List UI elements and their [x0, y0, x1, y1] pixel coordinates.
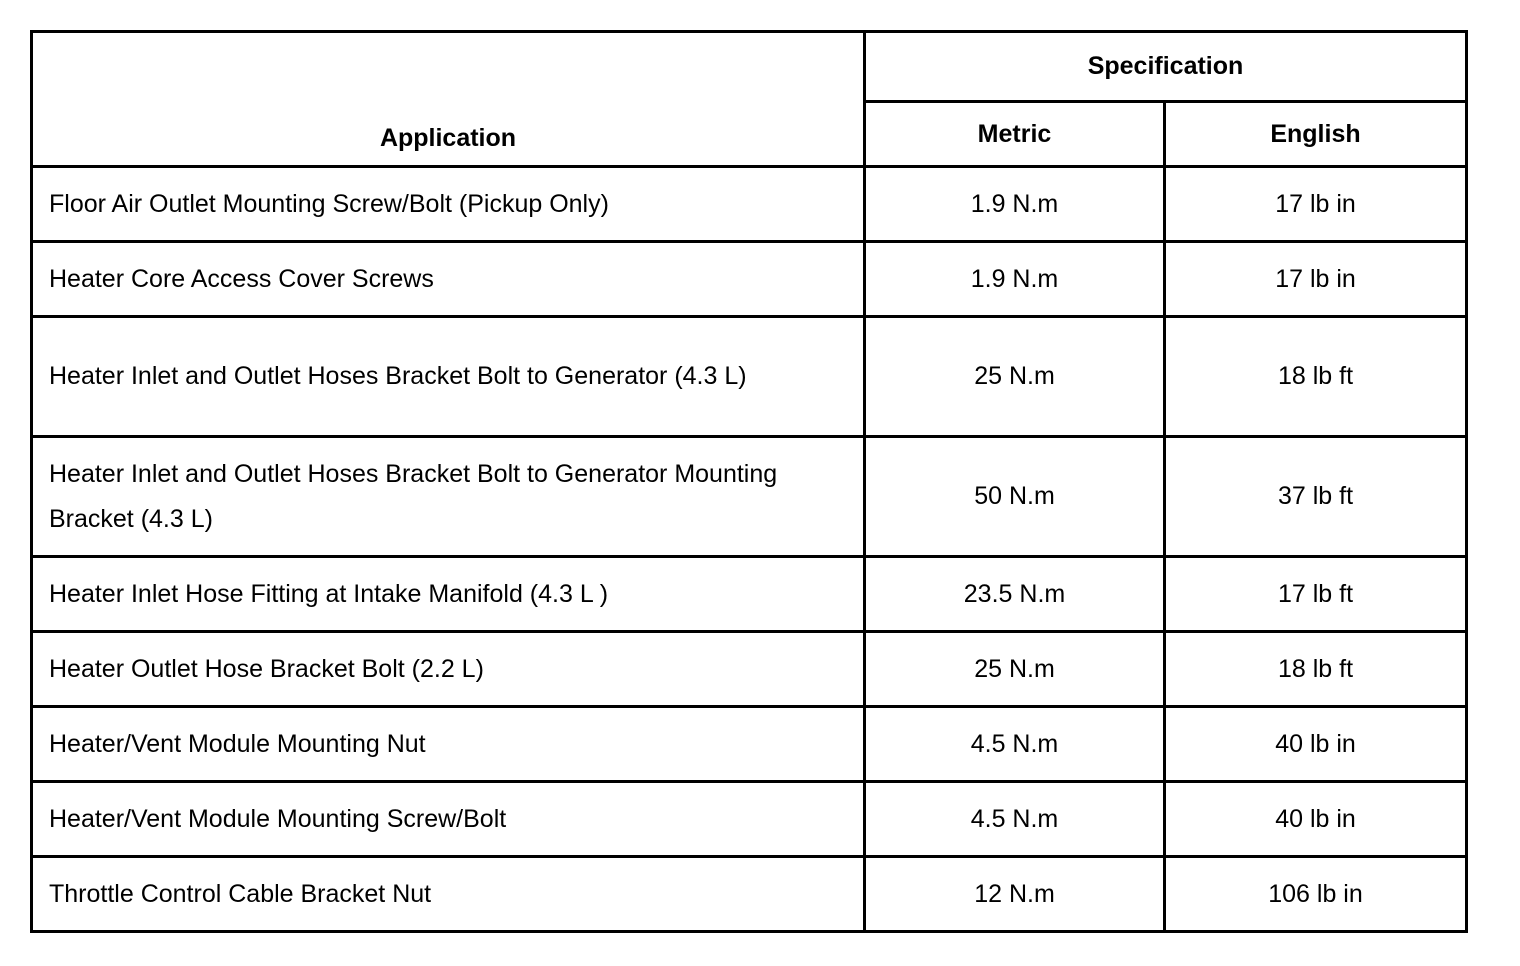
metric-cell: 50 N.m — [865, 437, 1165, 557]
fastener-specification-table — [30, 30, 1468, 933]
table-row — [32, 437, 1467, 557]
application-cell: Heater Inlet Hose Fitting at Intake Manifold (4.3 L ) — [32, 557, 865, 632]
header-row-specification — [32, 32, 1467, 102]
metric-cell: 4.5 N.m — [865, 707, 1165, 782]
header-specification: Specification — [865, 32, 1467, 102]
english-cell: 37 lb ft — [1165, 437, 1467, 557]
english-cell: 106 lb in — [1165, 857, 1467, 932]
application-cell: Heater Inlet and Outlet Hoses Bracket Bolt to Generator (4.3 L) — [32, 317, 865, 437]
english-cell: 18 lb ft — [1165, 317, 1467, 437]
table-row — [32, 782, 1467, 857]
metric-cell: 1.9 N.m — [865, 242, 1165, 317]
table-row — [32, 167, 1467, 242]
header-english: English — [1165, 102, 1467, 167]
english-cell: 17 lb ft — [1165, 557, 1467, 632]
application-cell: Heater Outlet Hose Bracket Bolt (2.2 L) — [32, 632, 865, 707]
application-cell: Floor Air Outlet Mounting Screw/Bolt (Pickup Only) — [32, 167, 865, 242]
table-row — [32, 632, 1467, 707]
metric-cell: 25 N.m — [865, 632, 1165, 707]
table-row — [32, 242, 1467, 317]
metric-cell: 25 N.m — [865, 317, 1165, 437]
metric-cell: 12 N.m — [865, 857, 1165, 932]
metric-cell: 4.5 N.m — [865, 782, 1165, 857]
english-cell: 40 lb in — [1165, 707, 1467, 782]
metric-cell: 1.9 N.m — [865, 167, 1165, 242]
application-cell: Heater Inlet and Outlet Hoses Bracket Bolt to Generator Mounting Bracket (4.3 L) — [32, 437, 865, 557]
table-row — [32, 557, 1467, 632]
application-cell: Throttle Control Cable Bracket Nut — [32, 857, 865, 932]
application-cell: Heater/Vent Module Mounting Nut — [32, 707, 865, 782]
table-row — [32, 857, 1467, 932]
table-row — [32, 707, 1467, 782]
english-cell: 18 lb ft — [1165, 632, 1467, 707]
english-cell: 17 lb in — [1165, 242, 1467, 317]
application-cell: Heater/Vent Module Mounting Screw/Bolt — [32, 782, 865, 857]
english-cell: 40 lb in — [1165, 782, 1467, 857]
application-cell: Heater Core Access Cover Screws — [32, 242, 865, 317]
table-row — [32, 317, 1467, 437]
metric-cell: 23.5 N.m — [865, 557, 1165, 632]
header-application: Application — [32, 32, 865, 167]
header-metric: Metric — [865, 102, 1165, 167]
english-cell: 17 lb in — [1165, 167, 1467, 242]
